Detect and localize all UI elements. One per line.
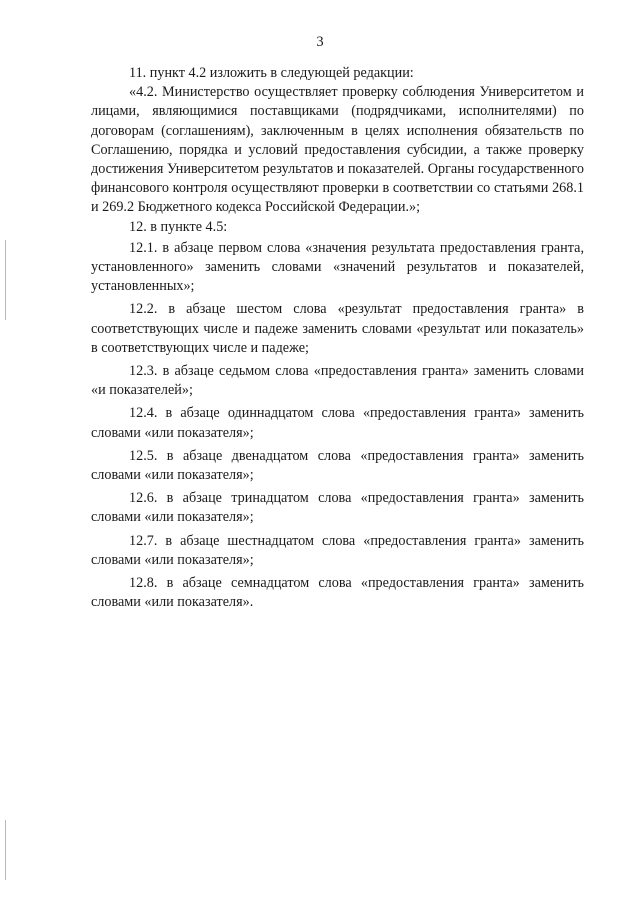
paragraph-item-12-3: 12.3. в абзаце седьмом слова «предоставления гранта» заменить словами «и показателей»; [91,363,584,399]
paragraph-item-12-1: 12.1. в абзаце первом слова «значения результата предоставления гранта, установленного» заменить словами «значений результатов и показателей, установленных»; [91,239,584,295]
paragraph-item-12-5: 12.5. в абзаце двенадцатом слова «предоставления гранта» заменить словами «или показателя»; [91,447,584,484]
paragraph-quoted-4-2: «4.2. Министерство осуществляет проверку соблюдения Университетом и лицами, являющимися поставщиками (подрядчиками, исполнителями) по договорам (соглашениям), заключенным в целях исполнения обязательств по Соглашению, порядка и условий предоставления субсидии, а также проверку достижения Университетом результатов и показателей. Органы государственного финансового контроля осуществляют проверки в соответствии со статьями 268.1 и 269.2 Бюджетного кодекса Российской Федерации.»; [91,84,584,216]
paragraph-item-12-6: 12.6. в абзаце тринадцатом слова «предоставления гранта» заменить словами «или показателя»; [91,490,584,526]
document-body [91,64,584,612]
paragraph-item-12-2: 12.2. в абзаце шестом слова «результат предоставления гранта» в соответствующих числе и падеже заменить словами «результат или показатель» в соответствующих числе и падеже; [91,301,584,356]
paragraph-item-11: 11. пункт 4.2 изложить в следующей редакции: [129,65,414,81]
scan-edge-mark [5,240,6,320]
page-number: 3 [316,34,324,50]
paragraph-item-12-7: 12.7. в абзаце шестнадцатом слова «предоставления гранта» заменить словами «или показателя»; [91,532,584,568]
paragraph-item-12-8: 12.8. в абзаце семнадцатом слова «предоставления гранта» заменить словами «или показателя». [91,575,584,611]
scan-edge-mark [5,820,6,880]
paragraph-item-12: 12. в пункте 4.5: [129,218,228,235]
paragraph-item-12-4: 12.4. в абзаце одиннадцатом слова «предоставления гранта» заменить словами «или показателя»; [91,405,584,441]
